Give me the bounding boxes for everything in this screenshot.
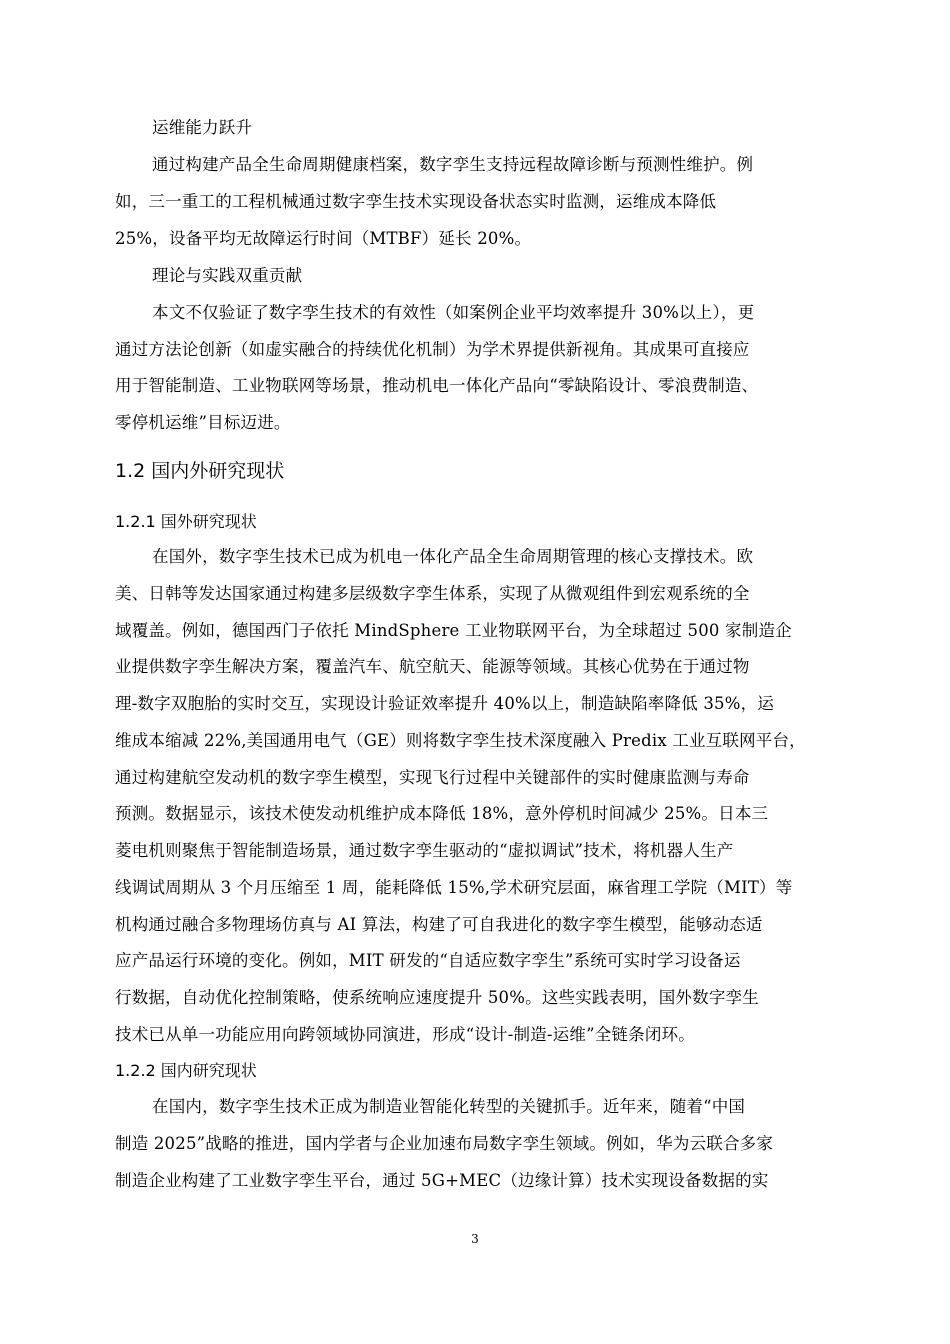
item-heading: 理论与实践双重贡献 <box>152 266 303 285</box>
paragraph-line: 25%，设备平均无故障运行时间（MTBF）延长 20%。 <box>115 229 532 248</box>
page-number: 3 <box>471 1232 479 1246</box>
section-heading: 1.2 国内外研究现状 <box>115 460 285 482</box>
paragraph-line: 制造 2025”战略的推进，国内学者与企业加速布局数字孪生领域。例如，华为云联合多家 <box>115 1134 774 1153</box>
paragraph-line: 本文不仅验证了数字孪生技术的有效性（如案例企业平均效率提升 30%以上），更 <box>152 303 755 322</box>
paragraph-line: 美、日韩等发达国家通过构建多层级数字孪生体系，实现了从微观组件到宏观系统的全 <box>115 584 750 603</box>
paragraph-line: 理-数字双胞胎的实时交互，实现设计验证效率提升 40%以上，制造缺陷率降低 35%，运 <box>115 694 775 713</box>
paragraph-line: 技术已从单一功能应用向跨领域协同演进，形成“设计-制造-运维”全链条闭环。 <box>115 1025 695 1044</box>
paragraph-line: 通过方法论创新（如虚实融合的持续优化机制）为学术界提供新视角。其成果可直接应 <box>115 340 750 359</box>
paragraph-line: 菱电机则聚焦于智能制造场景，通过数字孪生驱动的“虚拟调试”技术，将机器人生产 <box>115 841 734 860</box>
paragraph-line: 制造企业构建了工业数字孪生平台，通过 5G+MEC（边缘计算）技术实现设备数据的实 <box>115 1171 769 1190</box>
paragraph-line: 行数据，自动优化控制策略，使系统响应速度提升 50%。这些实践表明，国外数字孪生 <box>115 988 759 1007</box>
paragraph-line: 零停机运维”目标迈进。 <box>115 413 291 432</box>
paragraph-line: 维成本缩减 22%,美国通用电气（GE）则将数字孪生技术深度融入 Predix 工业互联网平台， <box>115 731 806 750</box>
item-heading: 运维能力跃升 <box>152 118 253 137</box>
paragraph-line: 通过构建产品全生命周期健康档案，数字孪生支持远程故障诊断与预测性维护。例 <box>152 155 754 174</box>
paragraph-line: 预测。数据显示，该技术使发动机维护成本降低 18%，意外停机时间减少 25%。日本三 <box>115 804 769 823</box>
paragraph-line: 应产品运行环境的变化。例如，MIT 研发的“自适应数字孪生”系统可实时学习设备运 <box>115 951 741 970</box>
paragraph-line: 业提供数字孪生解决方案，覆盖汽车、航空航天、能源等领域。其核心优势在于通过物 <box>115 657 750 676</box>
paragraph-line: 如，三一重工的工程机械通过数字孪生技术实现设备状态实时监测，运维成本降低 <box>115 192 717 211</box>
subsection-heading: 1.2.1 国外研究现状 <box>115 512 257 531</box>
paragraph-line: 通过构建航空发动机的数字孪生模型，实现飞行过程中关键部件的实时健康监测与寿命 <box>115 768 750 787</box>
paragraph-line: 用于智能制造、工业物联网等场景，推动机电一体化产品向“零缺陷设计、零浪费制造、 <box>115 376 759 395</box>
subsection-heading: 1.2.2 国内研究现状 <box>115 1061 257 1080</box>
paragraph-line: 在国内，数字孪生技术正成为制造业智能化转型的关键抓手。近年来，随着“中国 <box>152 1097 746 1116</box>
paragraph-line: 线调试周期从 3 个月压缩至 1 周，能耗降低 15%,学术研究层面，麻省理工学院（MIT）等 <box>115 878 793 897</box>
paragraph-line: 在国外，数字孪生技术已成为机电一体化产品全生命周期管理的核心支撑技术。欧 <box>152 547 754 566</box>
paragraph-line: 机构通过融合多物理场仿真与 AI 算法，构建了可自我进化的数字孪生模型，能够动态适 <box>115 915 763 934</box>
paragraph-line: 域覆盖。例如，德国西门子依托 MindSphere 工业物联网平台，为全球超过 500 家制造企 <box>115 621 792 640</box>
